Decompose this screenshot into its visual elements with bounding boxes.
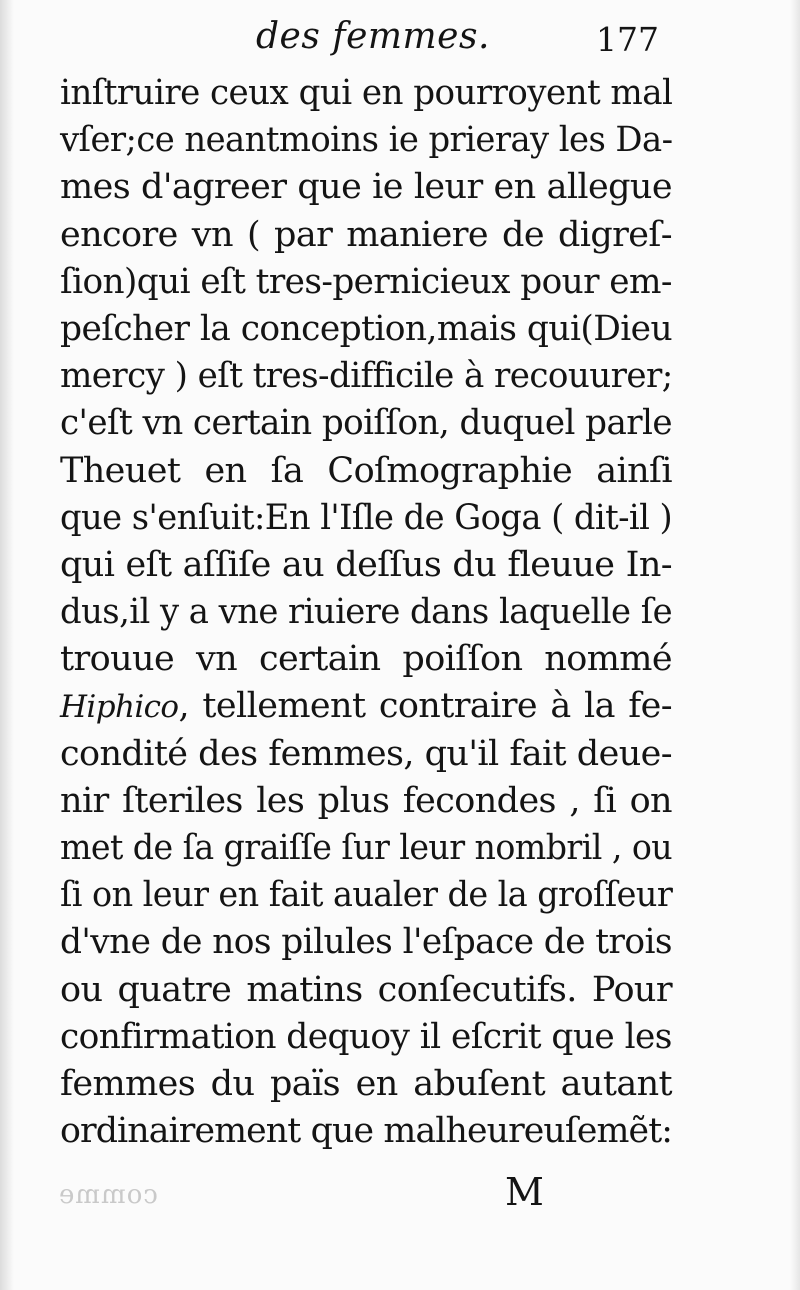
text-line-12: dus,il y a vne riuiere dans laquelle ſe (60, 592, 673, 633)
signature-mark: M (505, 1170, 544, 1214)
running-head: des femmes. (256, 16, 490, 57)
text-line-14-rest: , tellement contraire à la fe- (178, 686, 672, 727)
text-line-20: ou quatre matins conſecutifs. Pour (60, 969, 672, 1010)
page-edge-shadow (790, 0, 800, 1290)
text-line-21: confirmation dequoy il eſcrit que les (60, 1016, 672, 1057)
text-line-5: ſion)qui eſt tres-pernicieux pour em- (60, 261, 672, 302)
body-text (60, 70, 672, 1155)
text-line-3: mes d'agreer que ie leur en allegue (60, 167, 672, 208)
text-line-16: nir ſteriles les plus fecondes , ſi on (60, 780, 672, 821)
page-number: 177 (596, 20, 659, 59)
text-line-10: que s'enſuit:En l'Iſle de Goga ( dit-il ) (60, 497, 673, 538)
text-line-8: c'eſt vn certain poiſſon, duquel parle (60, 403, 672, 444)
text-line-23: ordinairement que malheureuſemẽt: (60, 1111, 673, 1152)
text-line-17: met de ſa graiſſe ſur leur nombril , ou (60, 828, 673, 868)
text-line-13: trouue vn certain poiſſon nommé (60, 639, 672, 680)
text-line-4: encore vn ( par maniere de digreſ- (60, 214, 672, 255)
text-line-2: vſer;ce neantmoins ie prieray les Da- (60, 120, 673, 161)
text-line-7: mercy ) eſt tres-difficile à recouurer; (60, 356, 673, 397)
page-gutter-shadow (0, 0, 14, 1290)
page-header (0, 10, 800, 70)
text-line-9: Theuet en ſa Coſmographie ainſi (60, 450, 672, 491)
show-through-text: comme (58, 1180, 158, 1210)
text-line-18: ſi on leur en fait aualer de la groſſeur (60, 875, 673, 916)
text-line-22: femmes du païs en abuſent autant (60, 1063, 672, 1104)
text-line-15: condité des femmes, qu'il fait deue- (60, 733, 672, 774)
text-line-1: inſtruire ceux qui en pourroyent mal (60, 73, 673, 113)
italic-fish-name: Hiphico (60, 689, 179, 726)
text-line-11: qui eſt aſſiſe au deſſus du fleuue In- (60, 544, 672, 585)
text-line-19: d'vne de nos pilules l'eſpace de trois (60, 922, 672, 963)
text-line-6: peſcher la conception,mais qui(Dieu (60, 308, 673, 349)
text-line-14 (60, 683, 672, 730)
